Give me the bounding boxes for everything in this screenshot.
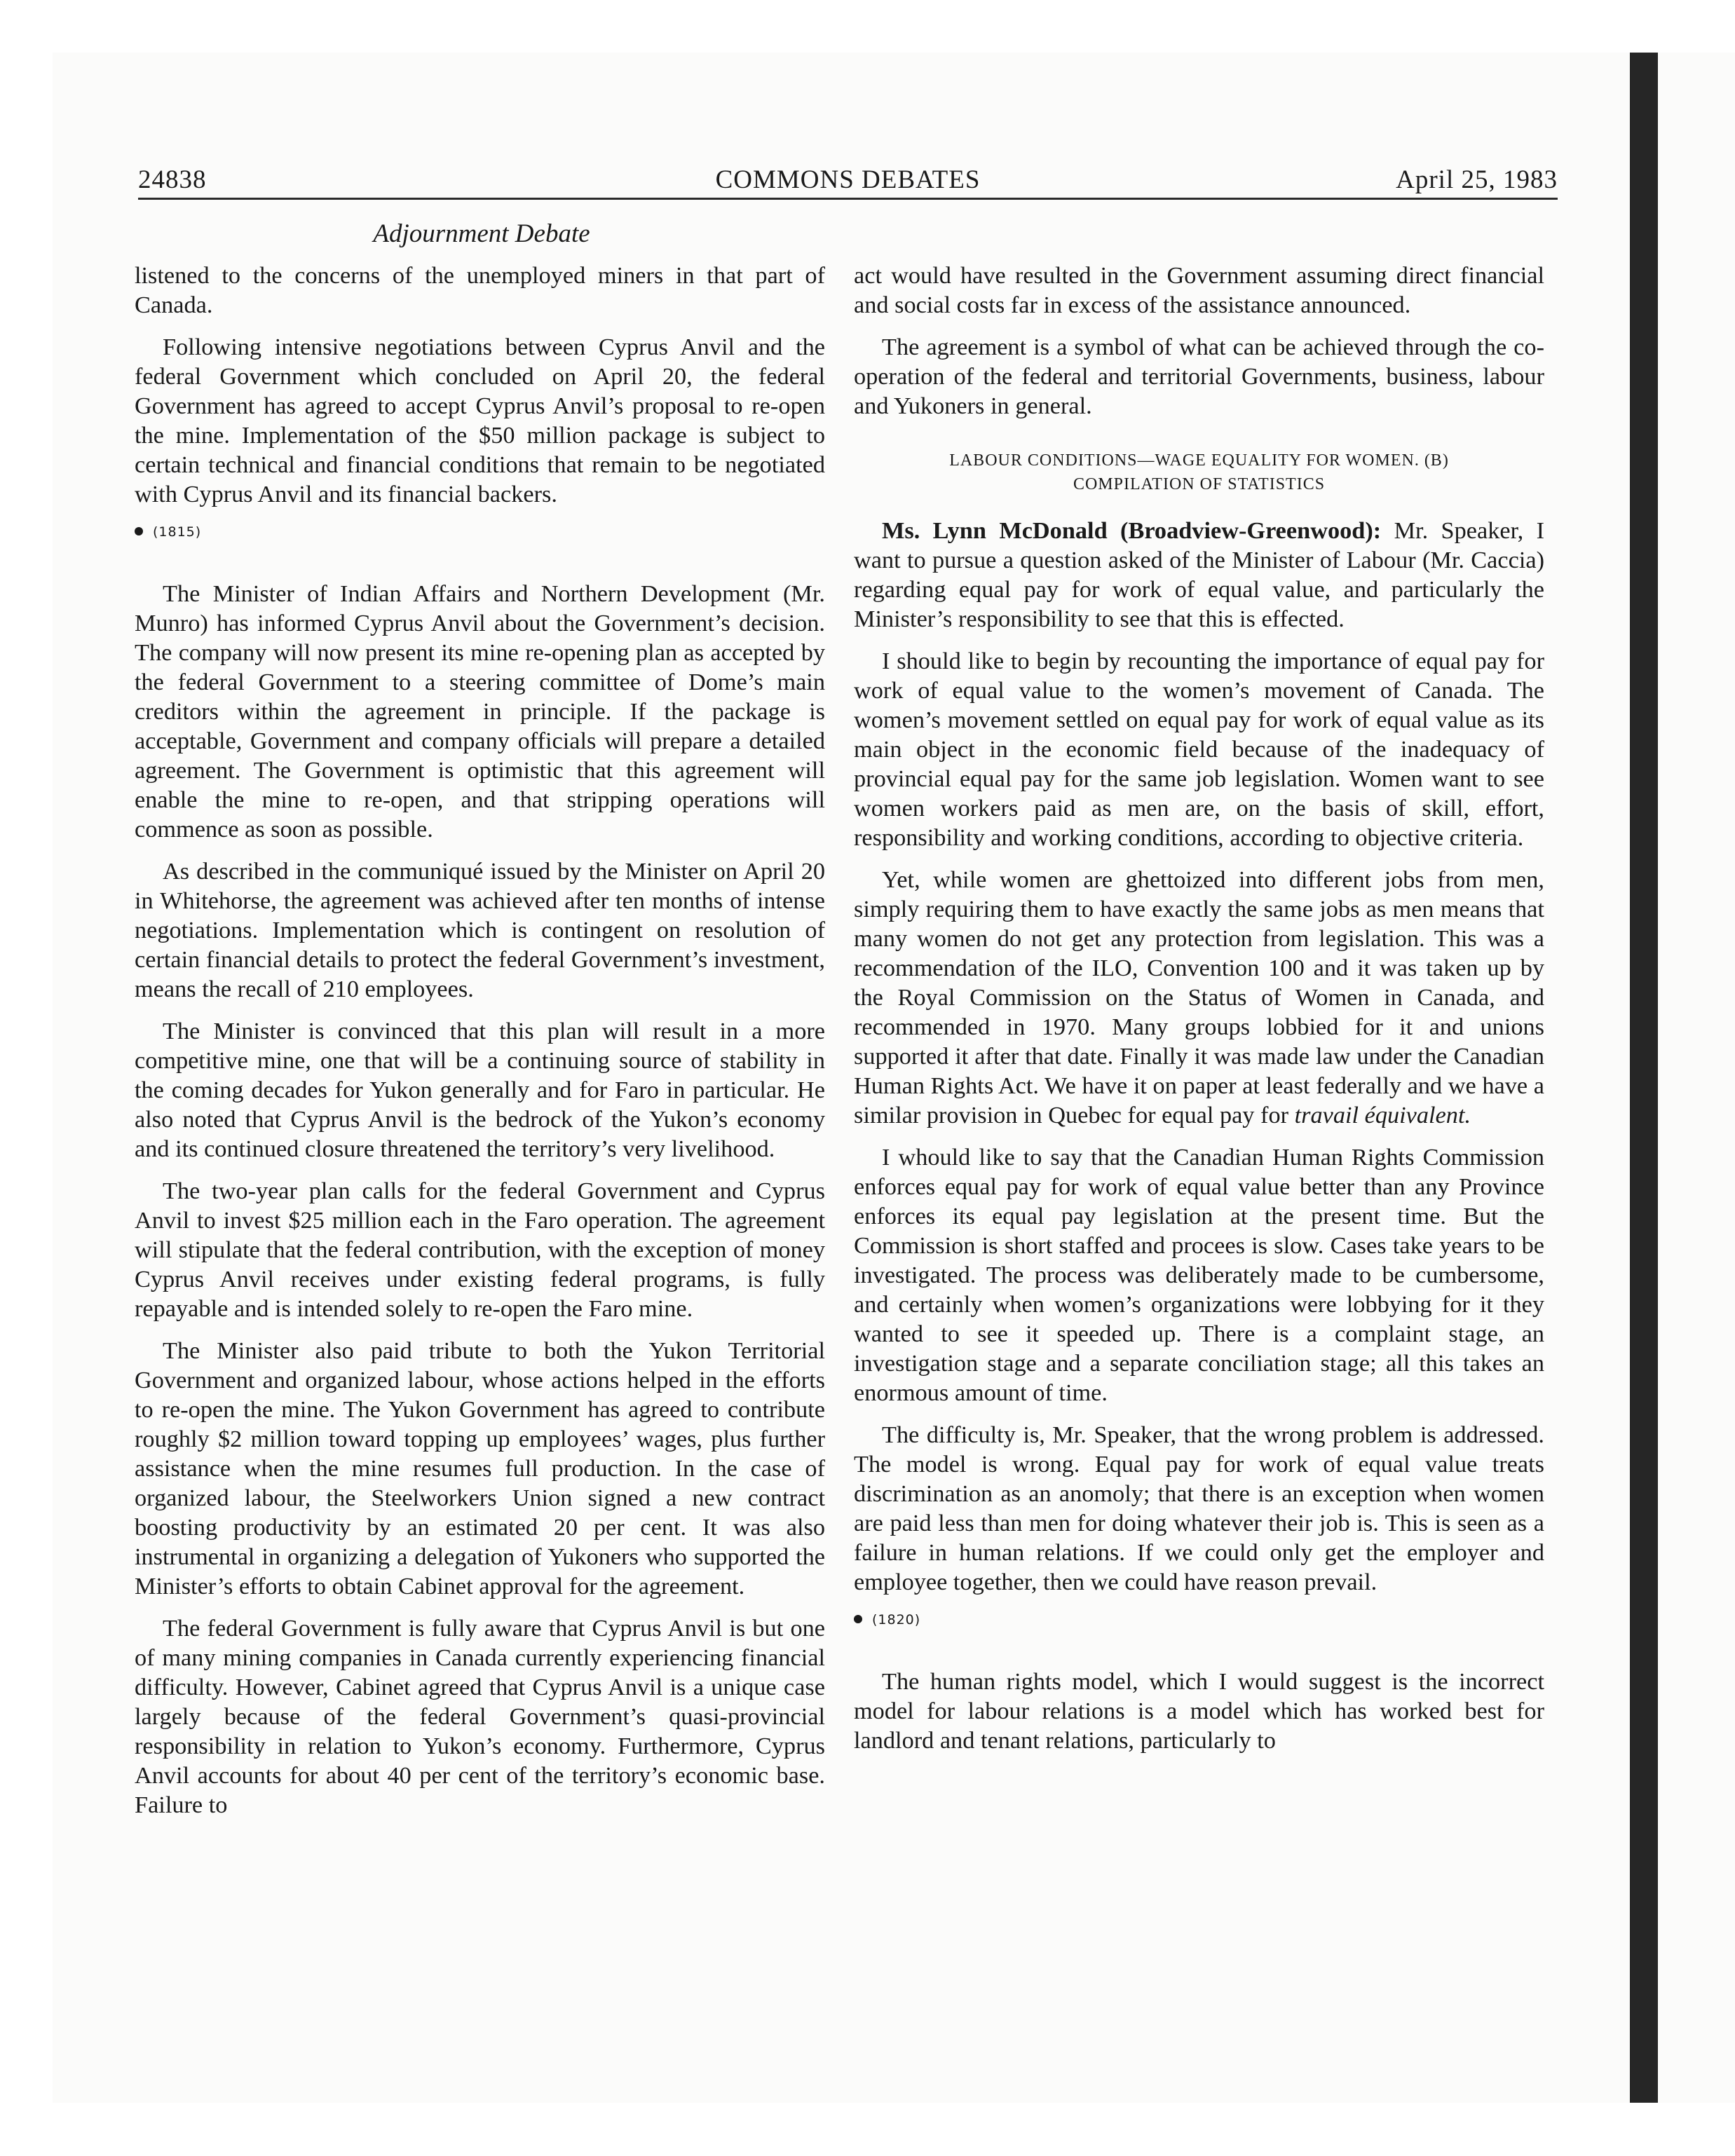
page-number: 24838 <box>138 165 207 194</box>
speech-paragraph <box>854 516 1544 634</box>
time-marker <box>854 1609 1544 1630</box>
subheading-line: COMPILATION OF STATISTICS <box>1073 475 1326 493</box>
paragraph: The two-year plan calls for the federal Government and Cyprus Anvil to invest $25 million each in the Faro operation. The agreement will stipulate that the federal contribution, with the exception of money Cyprus Anvil receives under existing federal programs, is fully repayable and is intended solely to re-open the Faro mine. <box>135 1178 825 1322</box>
page-header <box>138 163 1558 200</box>
speaker-name: Ms. Lynn McDonald (Broadview-Greenwood): <box>882 517 1382 544</box>
time-marker-text: (1820) <box>872 1612 921 1628</box>
right-column <box>854 261 1544 1768</box>
bullet-icon <box>854 1615 862 1623</box>
time-marker <box>135 521 825 543</box>
paragraph: The federal Government is fully aware that Cyprus Anvil is but one of many mining companies in Canada currently experiencing financial difficulty. However, Cabinet agreed that Cyprus Anvil is a unique case largely because of the federal Government’s quasi-provincial responsibility in relation to Yukon’s economy. Furthermore, Cyprus Anvil accounts for about 40 per cent of the territory’s economic base. Failure to <box>135 1615 825 1818</box>
binding-edge <box>1630 53 1658 2103</box>
speech-text: Mr. Speaker, I want to pursue a question asked of the Minister of Labour (Mr. Caccia) regarding equal pay for work of equal value, and particularly the Minister’s responsibility to see that this is effected. <box>854 517 1544 632</box>
section-label: Adjournment Debate <box>373 219 590 248</box>
paragraph: The agreement is a symbol of what can be achieved through the co-operation of the federal and territorial Governments, business, labour and Yukoners in general. <box>854 334 1544 419</box>
time-marker-text: (1815) <box>153 524 202 540</box>
bullet-icon <box>135 527 143 535</box>
paragraph: As described in the communiqué issued by the Minister on April 20 in Whitehorse, the agreement was achieved after ten months of intense negotiations. Implementation which is contingent on resolution of certain financial details to protect the federal Government’s investment, means the recall of 210 employees. <box>135 858 825 1002</box>
publication-date: April 25, 1983 <box>1396 165 1558 194</box>
paragraph: The Minister of Indian Affairs and Northern Development (Mr. Munro) has informed Cyprus Anvil about the Government’s decision. The company will now present its mine re-opening plan as accepted by the federal Government to a steering committee of Dome’s main creditors within the agreement in principle. If the package is acceptable, Government and company officials will prepare a detailed agreement. The Government is optimistic that this agreement will enable the mine to re-open, and that stripping operations will commence as soon as possible. <box>135 580 825 842</box>
left-column <box>135 261 825 1832</box>
paragraph: listened to the concerns of the unemployed miners in that part of Canada. <box>135 262 825 318</box>
paragraph: act would have resulted in the Government assuming direct financial and social costs far in excess of the assistance announced. <box>854 262 1544 318</box>
paragraph-text: Yet, while women are ghettoized into different jobs from men, simply requiring them to have exactly the same jobs as men means that many women do not get any protection from legislation. This was a recommendation of the ILO, Convention 100 and it was taken up by the Royal Commission on the Status of Women in Canada, and recommended in 1970. Many groups lobbied for it and unions supported it after that date. Finally it was made law under the Canadian Human Rights Act. We have it on paper at least federally and we have a similar provision in Quebec for equal pay for <box>854 866 1544 1128</box>
paragraph: The Minister is convinced that this plan will result in a more competitive mine, one that will be a continuing source of stability in the coming decades for Yukon generally and for Faro in particular. He also noted that Cyprus Anvil is the bedrock of the Yukon’s economy and its continued closure threatened the territory’s very livelihood. <box>135 1018 825 1162</box>
subheading-line: LABOUR CONDITIONS—WAGE EQUALITY FOR WOMEN. (B) <box>949 451 1449 470</box>
paragraph: I whould like to say that the Canadian Human Rights Commission enforces equal pay for work of equal value better than any Province enforces its equal pay legislation at the present time. But the Commission is short staffed and procees is slow. Cases take years to be investigated. The process was deliberately made to be cumbersome, and certainly when women’s organizations were lobbying for it they wanted to see it speeded up. There is a complaint stage, an investigation stage and a separate conciliation stage; all this takes an enormous amount of time. <box>854 1144 1544 1406</box>
paragraph: The human rights model, which I would suggest is the incorrect model for labour relations is a model which has worked best for landlord and tenant relations, particularly to <box>854 1668 1544 1754</box>
paragraph: The Minister also paid tribute to both the Yukon Territorial Government and organized labour, whose actions helped in the efforts to re-open the mine. The Yukon Government has agreed to contribute roughly $2 million toward topping up employees’ wages, plus further assistance when the mine resumes full production. In the case of organized labour, the Steelworkers Union signed a new contract boosting productivity by an estimated 20 per cent. It was also instrumental in organizing a delegation of Yukoners who supported the Minister’s efforts to obtain Cabinet approval for the agreement. <box>135 1337 825 1599</box>
paragraph: The difficulty is, Mr. Speaker, that the wrong problem is addressed. The model is wrong. Equal pay for work of equal value treats discrimination as an anomoly; that there is an exception when women are paid less than men for doing whatever their job is. This is seen as a failure in human relations. If we could only get the employer and employee together, then we could have reason prevail. <box>854 1421 1544 1595</box>
paragraph: I should like to begin by recounting the importance of equal pay for work of equal value to the women’s movement of Canada. The women’s movement settled on equal pay for work of equal value as its main object in the economic field because of the inadequacy of provincial equal pay for the same job legislation. Women want to see women workers paid as men are, on the basis of skill, effort, responsibility and working conditions, according to objective criteria. <box>854 648 1544 851</box>
publication-title: COMMONS DEBATES <box>715 165 981 194</box>
subheading <box>854 449 1544 496</box>
foreign-term: travail équivalent. <box>1294 1102 1471 1128</box>
paragraph: Following intensive negotiations between Cyprus Anvil and the federal Government which concluded on April 20, the federal Government has agreed to accept Cyprus Anvil’s proposal to re-open the mine. Implementation of the $50 million package is subject to certain technical and financial conditions that remain to be negotiated with Cyprus Anvil and its financial backers. <box>135 334 825 507</box>
paragraph <box>854 865 1544 1130</box>
